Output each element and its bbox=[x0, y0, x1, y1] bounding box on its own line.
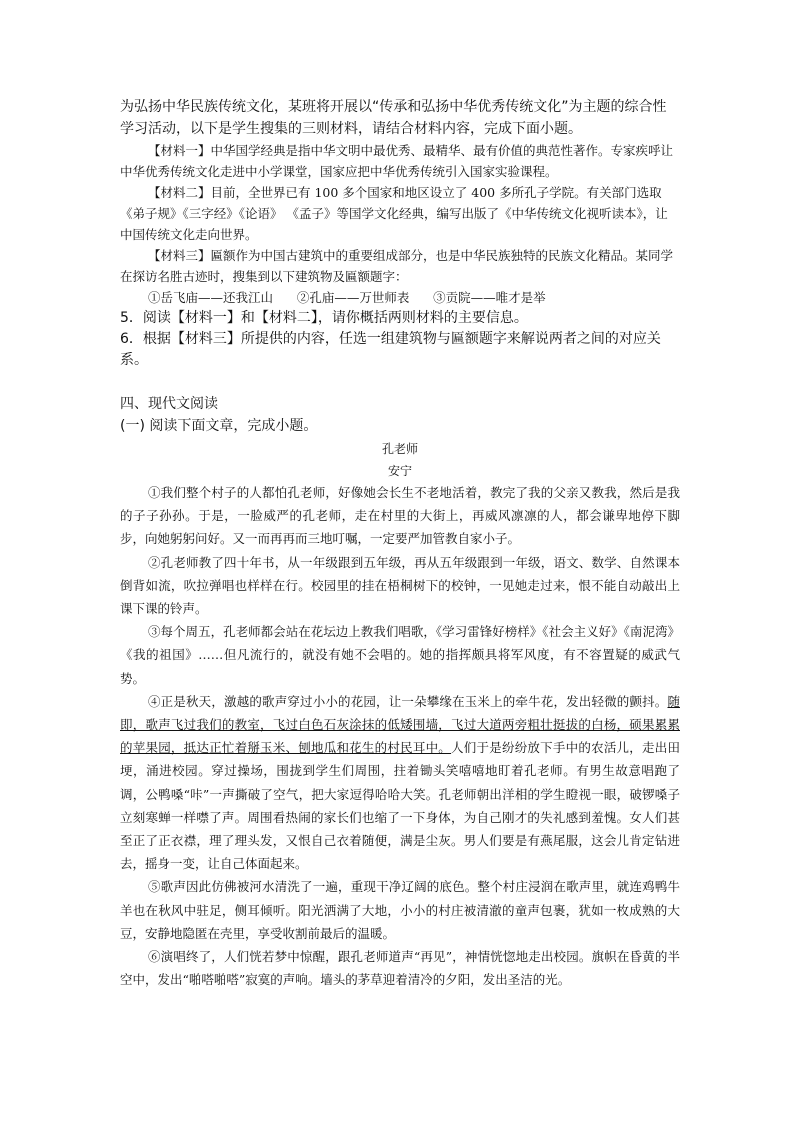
article-paragraph-1: ①我们整个村子的人都怕孔老师，好像她会长生不老地活着，教完了我的父亲又教我，然后是我的子子孙孙。于是，一脸威严的孔老师，走在村里的大街上，再威风凛凛的人，都会谦卑地停下脚步，向她躬躬问好。又一而再再而三地叮嘱，一定要严加管教自家小子。 bbox=[120, 485, 680, 547]
article-paragraph-2: ②孔老师教了四十年书，从一年级跟到五年级，再从五年级跟到一年级，语文、数学、自然课本倒背如流，吹拉弹唱也样样在行。校园里的挂在梧桐树下的校钟，一见她走过来，恨不能自动敲出上课下课的铃声。 bbox=[120, 554, 680, 617]
spacer bbox=[120, 371, 680, 393]
article-paragraph-4 bbox=[120, 690, 680, 876]
subsection-heading: (一) 阅读下面文章，完成小题。 bbox=[120, 418, 318, 434]
underlined-sentence: 随即，歌声飞过我们的教室，飞过白色石灰涂抹的低矮围墙，飞过大道两旁粗壮挺拔的白杨，硕果累累的苹果园，抵达正忙着掰玉米、刨地瓜和花生的村民耳中。 bbox=[120, 693, 680, 756]
intro-text: 为弘扬中华民族传统文化，某班将开展以“传承和弘扬中华优秀传统文化”为主题的综合性学习活动，以下是学生搜集的三则材料，请结合材料内容，完成下面小题。 bbox=[120, 99, 667, 137]
material-2: 【材料二】目前，全世界已有 100 多个国家和地区设立了 400 多所孔子学院。有关部门选取《弟子规》《三字经》《论语》 《孟子》等国学文化经典，编写出版了《中华传统文化视听读本》，让中国传统文化走向世界。 bbox=[120, 185, 668, 242]
material-1: 【材料一】中华国学经典是指中华文明中最优秀、最精华、最有价值的典范性著作。专家疾呼让中华优秀传统文化走进中小学课堂，国家应把中华优秀传统引入国家实验课程。 bbox=[120, 143, 674, 179]
article-paragraph-6: ⑥演唱终了，人们恍若梦中惊醒，跟孔老师道声“再见”，神情恍惚地走出校园。旗帜在昏黄的半空中，发出“啪嗒啪嗒”寂寞的声响。墙头的茅草迎着清冷的夕阳，发出圣洁的光。 bbox=[120, 949, 680, 988]
article-paragraph-5: ⑤歌声因此仿佛被河水清洗了一遍，重现干净辽阔的底色。整个村庄浸润在歌声里，就连鸡鸭牛羊也在秋风中驻足，侧耳倾听。阳光洒满了大地，小小的村庄被清澈的童声包裹，犹如一枚成熟的大豆，安静地隐匿在壳里，享受收割前最后的温暖。 bbox=[120, 879, 680, 941]
question-6: 6．根据【材料三】所提供的内容，任选一组建筑物与匾额题字来解说两者之间的对应关系。 bbox=[120, 331, 661, 368]
material-3: 【材料三】匾额作为中国古建筑中的重要组成部分，也是中华民族独特的民族文化精品。某同学在探访名胜古迹时，搜集到以下建筑物及匾额题字： bbox=[120, 248, 674, 284]
article-author: 安宁 bbox=[387, 464, 412, 478]
article-paragraph-3: ③每个周五，孔老师都会站在花坛边上教我们唱歌，《学习雷锋好榜样》《社会主义好》《南泥湾》《我的祖国》……但凡流行的，就没有她不会唱的。她的指挥颇具将军风度，有不容置疑的威武气势。 bbox=[120, 624, 680, 686]
question-5: 5．阅读【材料一】和【材料二】，请你概括两则材料的主要信息。 bbox=[120, 310, 528, 326]
worksheet-page bbox=[120, 96, 680, 991]
paragraph-4-lead: ④正是秋天，激越的歌声穿过小小的花园，让一朵攀缘在玉米上的牵牛花，发出轻微的颤抖。 bbox=[148, 693, 668, 709]
paragraph-4-rest: 人们于是纷纷放下手中的农活儿，走出田埂，涌进校园。穿过操场，围拢到学生们周围，拄着锄头笑嘻嘻地盯着孔老师。有男生故意唱跑了调，公鸭嗓“咔”一声撕破了空气，把大家逗得哈哈大笑。孔老师朝出洋相的学生瞪视一眼，破锣嗓子立刻寒蝉一样噤了声。周围看热闹的家长们也缩了一下身体，为自己刚才的失礼感到羞愧。女人们甚至正了正衣襟，理了理头发，又恨自己衣着随便，满是尘灰。男人们要是有燕尾服，这会儿肯定钻进去，摇身一变，让自己体面起来。 bbox=[120, 740, 680, 872]
article-title: 孔老师 bbox=[381, 442, 418, 456]
section-heading: 四、现代文阅读 bbox=[120, 396, 218, 412]
plaque-list: ①岳飞庙——还我江山 ②孔庙——万世师表 ③贡院——唯才是举 bbox=[148, 290, 546, 305]
